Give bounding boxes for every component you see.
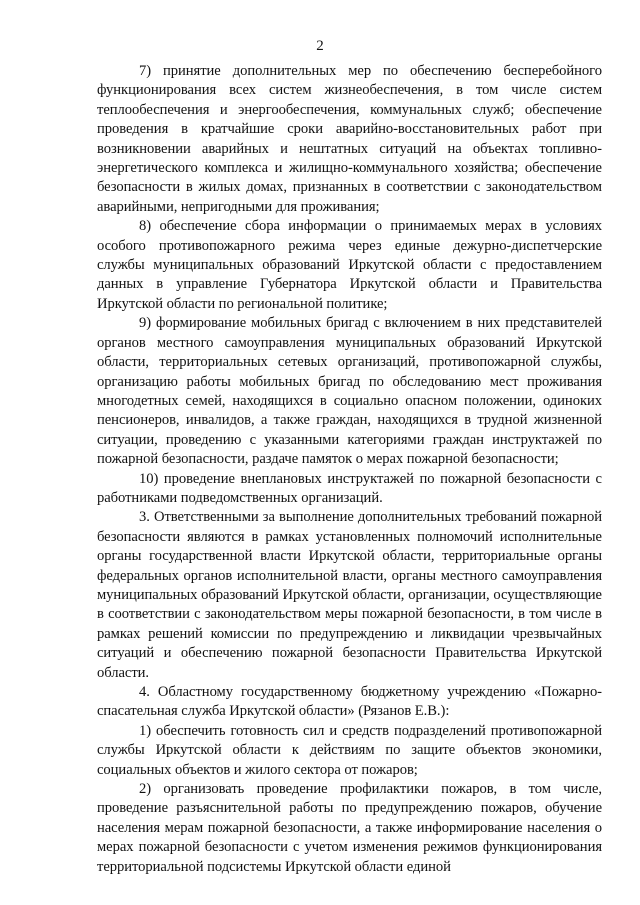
page-number: 2: [316, 38, 324, 54]
paragraph-section-4: 4. Областному государственному бюджетному учреждению «Пожарно-спасательная служба Иркутской области» (Рязанов Е.В.):: [97, 684, 602, 720]
paragraph-item-10: 10) проведение внеплановых инструктажей по пожарной безопасности с работниками подведомственных организаций.: [97, 470, 602, 506]
paragraph-item-7: 7) принятие дополнительных мер по обеспечению бесперебойного функционирования всех систем жизнеобеспечения, в том числе систем теплообеспечения и энергообеспечения, коммунальных служб; обеспечение проведения в кратчайшие сроки аварийно-восстановительных работ при возникновении аварийных и нештатных ситуаций на объектах топливно-энергетического комплекса и жилищно-коммунального хозяйства; обеспечение безопасности в жилых домах, признанных в соответствии с законодательством аварийными, непригодными для проживания;: [97, 63, 602, 215]
paragraph-item-9: 9) формирование мобильных бригад с включением в них представителей органов местного самоуправления муниципальных образований Иркутской области, территориальных сетевых организаций, противопожарной службы, организацию работы мобильных бригад по обследованию мест проживания многодетных семей, находящихся в социально опасном положении, одиноких пенсионеров, инвалидов, а также граждан, находящихся в трудной жизненной ситуации, проведению с указанными категориями граждан инструктажей по пожарной безопасности, раздаче памяток о мерах пожарной безопасности;: [97, 315, 602, 468]
paragraph-section-3: 3. Ответственными за выполнение дополнительных требований пожарной безопасности являются в рамках установленных полномочий исполнительные органы государственной власти Иркутской области, территориальные органы федеральных органов исполнительной власти, органы местного самоуправления муниципальных образований Иркутской области, организации, осуществляющие в соответствии с законодательством меры пожарной безопасности, в том числе в рамках решений комиссии по предупреждению и ликвидации чрезвычайных ситуаций и обеспечению пожарной безопасности Правительства Иркутской области.: [97, 509, 602, 681]
paragraph-subitem-2: 2) организовать проведение профилактики пожаров, в том числе, проведение разъяснительной работы по предупреждению пожаров, обучение населения мерам пожарной безопасности, а также информирование населения о мерах пожарной безопасности с учетом изменения режимов функционирования территориальной подсистемы Иркутской области единой: [97, 781, 602, 875]
paragraph-subitem-1: 1) обеспечить готовность сил и средств подразделений противопожарной службы Иркутской области к действиям по защите объектов экономики, социальных объектов и жилого сектора от пожаров;: [97, 722, 602, 778]
document-body: [97, 62, 602, 877]
paragraph-item-8: 8) обеспечение сбора информации о принимаемых мерах в условиях особого противопожарного режима через единые дежурно-диспетчерские службы муниципальных образований Иркутской области с предоставлением данных в управление Губернатора Иркутской области и Правительства Иркутской области по региональной политике;: [97, 218, 602, 312]
